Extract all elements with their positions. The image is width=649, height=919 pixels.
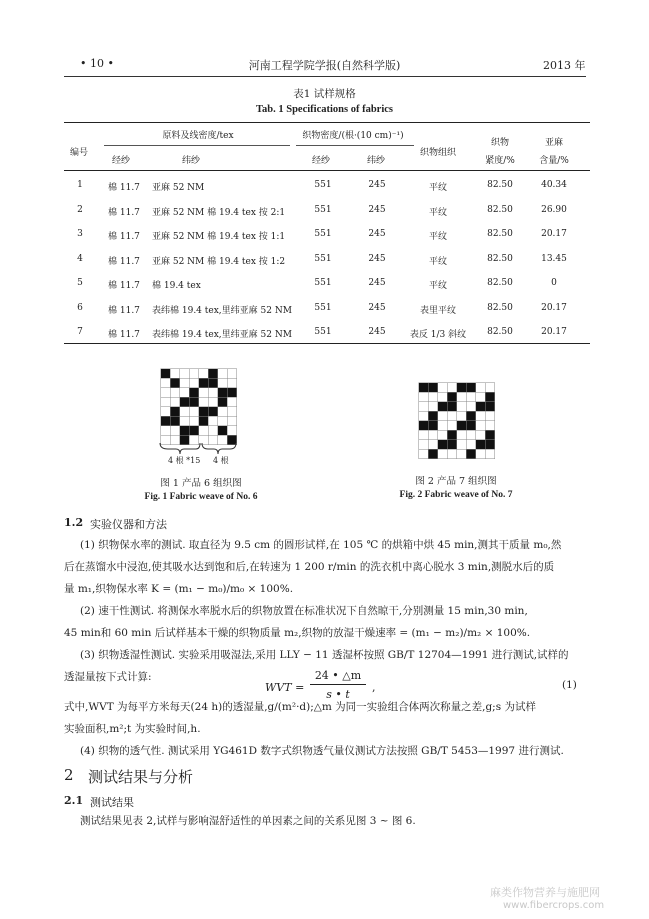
formula-fraction-bar <box>310 684 366 685</box>
fig1-weave-cell <box>208 426 218 436</box>
fig1-weave-cell <box>180 397 190 407</box>
fig2-weave-cell <box>466 402 476 412</box>
cell-density-weft: 245 <box>368 204 386 215</box>
fig2-weave-cell <box>438 421 448 431</box>
cell-warp: 棉 11.7 <box>108 305 140 316</box>
fig2-weave-cell <box>438 440 448 450</box>
th-density: 织物密度/(根·(10 cm)⁻¹) <box>302 131 404 141</box>
fig1-weave-cell <box>170 378 180 388</box>
fig1-weave-cell <box>218 369 228 379</box>
fig2-weave-cell <box>419 402 429 412</box>
fig1-caption-cn: 图 1 产品 6 组织图 <box>160 478 242 489</box>
formula-denominator: s • t <box>326 688 350 701</box>
cell-no: 6 <box>77 302 83 313</box>
fig2-weave-cell <box>457 440 467 450</box>
cell-density-weft: 245 <box>368 327 386 337</box>
fig1-weave-cell <box>189 416 199 426</box>
section-2-1-number: 2.1 <box>64 794 84 807</box>
fig2-weave-cell <box>419 440 429 450</box>
fig2-weave-cell <box>428 430 438 440</box>
th-flax-2: 含量/% <box>539 156 569 166</box>
fig2-weave-cell <box>457 411 467 421</box>
fig1-weave-cell <box>227 388 237 398</box>
cell-density-warp: 551 <box>314 278 332 288</box>
section-2-number: 2 <box>64 766 74 784</box>
fig2-weave-cell <box>447 440 457 450</box>
fig2-weave-cell <box>447 402 457 412</box>
fig2-weave-cell <box>457 430 467 440</box>
cell-density-weft: 245 <box>368 180 386 190</box>
fig2-weave-cell <box>419 421 429 431</box>
para-3-line-2: 透湿量按下式计算: <box>64 671 152 683</box>
th-tightness-2: 紧度/% <box>485 156 515 166</box>
fig2-weave-cell <box>466 440 476 450</box>
fig2-weave-cell <box>428 421 438 431</box>
journal-name: 河南工程学院学报(自然科学版) <box>248 59 401 72</box>
fig2-weave-cell <box>447 392 457 402</box>
fig2-weave-diagram <box>418 382 496 460</box>
fig1-weave-cell <box>227 416 237 426</box>
cell-density-warp: 551 <box>314 253 332 264</box>
fig1-weave-cell <box>161 388 171 398</box>
fig2-caption-en: Fig. 2 Fabric weave of No. 7 <box>399 490 513 500</box>
th-weave: 织物组织 <box>419 148 456 158</box>
cell-weft: 表纬棉 19.4 tex,里纬亚麻 52 NM <box>152 305 292 316</box>
fig1-weave-cell <box>180 369 190 379</box>
fig2-weave-cell <box>457 402 467 412</box>
cell-warp: 棉 11.7 <box>108 330 140 340</box>
fig2-weave-cell <box>476 392 486 402</box>
cell-tightness: 82.50 <box>487 327 513 337</box>
cell-no: 4 <box>77 253 83 264</box>
fig2-weave-cell <box>466 421 476 431</box>
th-density-rule <box>296 145 414 146</box>
fig2-weave-cell <box>485 421 495 431</box>
fig2-weave-cell <box>447 411 457 421</box>
cell-weave: 平纹 <box>428 256 447 267</box>
fig1-weave-cell <box>170 369 180 379</box>
fig2-weave-cell <box>457 392 467 402</box>
fig2-weave-cell <box>419 383 429 393</box>
formula-lhs: WVT = <box>265 681 305 694</box>
fig2-caption-cn: 图 2 产品 7 组织图 <box>415 476 497 487</box>
fig1-weave-cell <box>208 407 218 417</box>
th-flax-1: 亚麻 <box>544 138 563 148</box>
fig1-weave-cell <box>189 378 199 388</box>
fig1-weave-cell <box>170 388 180 398</box>
cell-tightness: 82.50 <box>487 180 513 190</box>
fig2-weave-cell <box>457 449 467 459</box>
fig2-weave-cell <box>485 383 495 393</box>
cell-no: 1 <box>77 180 83 190</box>
fig1-caption-en: Fig. 1 Fabric weave of No. 6 <box>144 492 258 502</box>
fig1-weave-cell <box>208 388 218 398</box>
section-2-title: 测试结果与分析 <box>88 768 194 786</box>
fig2-weave-cell <box>485 449 495 459</box>
fig2-weave-cell <box>466 411 476 421</box>
para-2-line-1: (2) 速干性测试. 将测保水率脱水后的织物放置在标准状况下自然晾干,分别测量 15 min,30 min, <box>80 605 528 617</box>
fig1-weave-cell <box>199 369 209 379</box>
cell-tightness: 82.50 <box>487 302 513 313</box>
cell-weft: 表纬棉 19.4 tex,里纬亚麻 52 NM <box>152 330 292 340</box>
fig1-weave-cell <box>218 407 228 417</box>
fig1-weave-cell <box>161 407 171 417</box>
fig1-weave-cell <box>180 407 190 417</box>
fig2-weave-cell <box>438 449 448 459</box>
fig1-weave-cell <box>161 369 171 379</box>
fig2-weave-cell <box>476 430 486 440</box>
fig2-weave-cell <box>428 411 438 421</box>
cell-flax: 20.17 <box>541 302 567 313</box>
fig2-weave-cell <box>466 430 476 440</box>
fig2-weave-cell <box>419 392 429 402</box>
para-1-line-1: (1) 织物保水率的测试. 取直径为 9.5 cm 的圆形试样,在 105 ℃ 的烘箱中烘 45 min,测其干质量 m₀,然 <box>80 539 562 551</box>
section-2-1-title: 测试结果 <box>90 796 134 809</box>
fig2-weave-cell <box>447 421 457 431</box>
table-title-en: Tab. 1 Specifications of fabrics <box>256 104 393 115</box>
cell-density-weft: 245 <box>368 302 386 313</box>
page-number: • 10 • <box>80 57 114 70</box>
fig1-weave-cell <box>218 416 228 426</box>
fig2-weave-cell <box>476 440 486 450</box>
fig2-weave-cell <box>476 449 486 459</box>
para-3-line-1: (3) 织物透湿性测试. 实验采用吸湿法,采用 LLY − 11 透湿杯按照 GB/T 12704—1991 进行测试,试样的 <box>80 649 569 661</box>
cell-weave: 平纹 <box>428 183 447 193</box>
cell-warp: 棉 11.7 <box>108 256 140 267</box>
th-density-weft: 纬纱 <box>367 156 386 166</box>
fig2-weave-cell <box>419 411 429 421</box>
fig2-weave-cell <box>457 383 467 393</box>
fig2-weave-cell <box>428 402 438 412</box>
fig2-weave-cell <box>485 402 495 412</box>
cell-tightness: 82.50 <box>487 229 513 239</box>
fig1-weave-cell <box>218 397 228 407</box>
table-title-cn: 表1 试样规格 <box>293 88 356 100</box>
year: 2013 年 <box>543 59 586 72</box>
cell-density-warp: 551 <box>314 204 332 215</box>
fig1-weave-cell <box>189 388 199 398</box>
fig1-weave-cell <box>180 426 190 436</box>
watermark-cn: 麻类作物营养与施肥网 <box>490 886 600 899</box>
cell-flax: 40.34 <box>541 180 567 190</box>
fig2-weave-cell <box>438 411 448 421</box>
fig2-weave-cell <box>428 383 438 393</box>
cell-flax: 20.17 <box>541 327 567 337</box>
th-warp: 经纱 <box>112 156 131 166</box>
fig1-weave-cell <box>161 416 171 426</box>
fig1-weave-cell <box>180 416 190 426</box>
fig1-weave-cell <box>199 426 209 436</box>
cell-density-warp: 551 <box>314 302 332 313</box>
fig2-weave-cell <box>466 383 476 393</box>
fig2-weave-cell <box>419 430 429 440</box>
fig2-weave-cell <box>466 449 476 459</box>
cell-flax: 0 <box>551 278 557 288</box>
fig1-weave-cell <box>170 416 180 426</box>
fig1-weave-cell <box>180 378 190 388</box>
fig1-weave-cell <box>218 388 228 398</box>
fig1-weave-cell <box>189 407 199 417</box>
fig1-weave-cell <box>227 426 237 436</box>
fig1-weave-cell <box>161 397 171 407</box>
para-5: (4) 织物的透气性. 测试采用 YG461D 数字式织物透气量仪测试方法按照 GB/T 5453—1997 进行测试. <box>80 745 564 757</box>
fig1-weave-cell <box>189 397 199 407</box>
fig2-weave-cell <box>485 440 495 450</box>
fig1-weave-cell <box>218 426 228 436</box>
para-2-line-2: 45 min和 60 min 后试样基本干燥的织物质量 m₂,织物的放湿干燥速率 = (m₁ − m₂)/m₂ × 100%. <box>64 627 531 639</box>
section-1-2-number: 1.2 <box>64 516 84 529</box>
fig1-weave-cell <box>218 378 228 388</box>
th-weft: 纬纱 <box>182 156 201 166</box>
fig2-weave-cell <box>419 449 429 459</box>
th-no: 编号 <box>70 148 89 158</box>
fig2-weave-cell <box>438 392 448 402</box>
fig1-weave-cell <box>199 397 209 407</box>
cell-tightness: 82.50 <box>487 253 513 264</box>
formula-comma: , <box>372 681 376 694</box>
para-1-line-2: 后在蒸馏水中浸泡,使其吸水达到饱和后,在转速为 1 200 r/min 的洗衣机中离心脱水 3 min,测脱水后的质 <box>64 561 555 573</box>
cell-tightness: 82.50 <box>487 204 513 215</box>
formula-numerator: 24 • △m <box>314 669 362 682</box>
cell-density-weft: 245 <box>368 229 386 239</box>
fig1-weave-cell <box>189 426 199 436</box>
fig1-weave-cell <box>199 416 209 426</box>
para-1-line-3: 量 m₁,织物保水率 K = (m₁ − m₀)/m₀ × 100%. <box>64 583 294 595</box>
section-1-2-title: 实验仪器和方法 <box>90 518 167 531</box>
fig1-weave-cell <box>208 378 218 388</box>
fig1-weave-cell <box>208 416 218 426</box>
cell-warp: 棉 11.7 <box>108 207 140 218</box>
fig1-label-left: 4 根 *15 <box>168 456 201 465</box>
cell-no: 7 <box>77 327 83 337</box>
th-material: 原料及线密度/tex <box>162 131 234 141</box>
para-results: 测试结果见表 2,试样与影响湿舒适性的单因素之间的关系见图 3 ~ 图 6. <box>80 815 416 827</box>
fig2-weave-cell <box>438 430 448 440</box>
fig2-weave-cell <box>438 383 448 393</box>
fig2-weave-cell <box>485 392 495 402</box>
cell-weave: 表反 1/3 斜纹 <box>409 330 467 340</box>
cell-weave: 平纹 <box>428 207 447 218</box>
fig1-weave-cell <box>208 369 218 379</box>
cell-density-weft: 245 <box>368 253 386 264</box>
cell-no: 3 <box>77 229 83 239</box>
fig2-weave-cell <box>485 411 495 421</box>
cell-no: 2 <box>77 204 83 215</box>
cell-weave: 平纹 <box>428 281 447 291</box>
fig1-weave-cell <box>227 407 237 417</box>
header-rule <box>64 76 586 77</box>
para-4-line-1: 式中,WVT 为每平方米每天(24 h)的透湿量,g/(m²·d);△m 为同一实验组合体两次称量之差,g;s 为试样 <box>64 701 536 713</box>
fig2-weave-cell <box>457 421 467 431</box>
fig1-weave-cell <box>208 397 218 407</box>
fig2-weave-cell <box>428 440 438 450</box>
fig1-weave-cell <box>161 426 171 436</box>
fig2-weave-cell <box>476 383 486 393</box>
fig1-weave-cell <box>199 388 209 398</box>
fig2-weave-cell <box>428 392 438 402</box>
fig1-weave-cell <box>170 426 180 436</box>
fig1-label-right: 4 根 <box>213 456 229 465</box>
th-density-warp: 经纱 <box>312 156 331 166</box>
fig1-weave-cell <box>199 407 209 417</box>
cell-tightness: 82.50 <box>487 278 513 288</box>
cell-warp: 棉 11.7 <box>108 281 140 291</box>
cell-no: 5 <box>77 278 83 288</box>
fig2-weave-cell <box>447 383 457 393</box>
fig2-weave-cell <box>476 402 486 412</box>
para-4-line-2: 实验面积,m²;t 为实验时间,h. <box>64 723 201 735</box>
cell-density-warp: 551 <box>314 327 332 337</box>
cell-density-warp: 551 <box>314 229 332 239</box>
fig2-weave-cell <box>476 421 486 431</box>
fig2-weave-cell <box>447 430 457 440</box>
fig1-weave-cell <box>189 369 199 379</box>
cell-weft: 亚麻 52 NM 棉 19.4 tex 按 1:1 <box>152 232 286 242</box>
cell-warp: 棉 11.7 <box>108 232 140 242</box>
fig1-weave-cell <box>170 407 180 417</box>
table-top-rule <box>64 122 590 123</box>
fig2-weave-cell <box>447 449 457 459</box>
cell-weft: 棉 19.4 tex <box>152 281 201 291</box>
fig1-weave-cell <box>227 369 237 379</box>
fig1-weave-cell <box>170 397 180 407</box>
fig2-weave-cell <box>428 449 438 459</box>
fig2-weave-cell <box>476 411 486 421</box>
fig2-weave-cell <box>485 430 495 440</box>
fig1-weave-cell <box>227 397 237 407</box>
cell-density-warp: 551 <box>314 180 332 190</box>
cell-weft: 亚麻 52 NM <box>152 183 205 193</box>
fig2-weave-cell <box>438 402 448 412</box>
formula-number: (1) <box>562 679 577 691</box>
cell-flax: 20.17 <box>541 229 567 239</box>
fig1-weave-cell <box>180 388 190 398</box>
fig1-weave-cell <box>161 378 171 388</box>
watermark-url: www.fibercrops.com <box>503 900 605 911</box>
cell-weave: 平纹 <box>428 232 447 242</box>
table-header-rule <box>64 170 590 171</box>
cell-flax: 26.90 <box>541 204 567 215</box>
th-tightness-1: 织物 <box>490 138 509 148</box>
cell-weave: 表里平纹 <box>419 305 456 316</box>
fig1-weave-cell <box>199 378 209 388</box>
cell-flax: 13.45 <box>541 253 567 264</box>
fig1-weave-cell <box>227 378 237 388</box>
th-material-rule <box>104 145 290 146</box>
cell-weft: 亚麻 52 NM 棉 19.4 tex 按 1:2 <box>152 256 286 267</box>
table-bottom-rule <box>64 343 590 344</box>
fig2-weave-cell <box>466 392 476 402</box>
cell-warp: 棉 11.7 <box>108 183 140 193</box>
cell-density-weft: 245 <box>368 278 386 288</box>
cell-weft: 亚麻 52 NM 棉 19.4 tex 按 2:1 <box>152 207 286 218</box>
